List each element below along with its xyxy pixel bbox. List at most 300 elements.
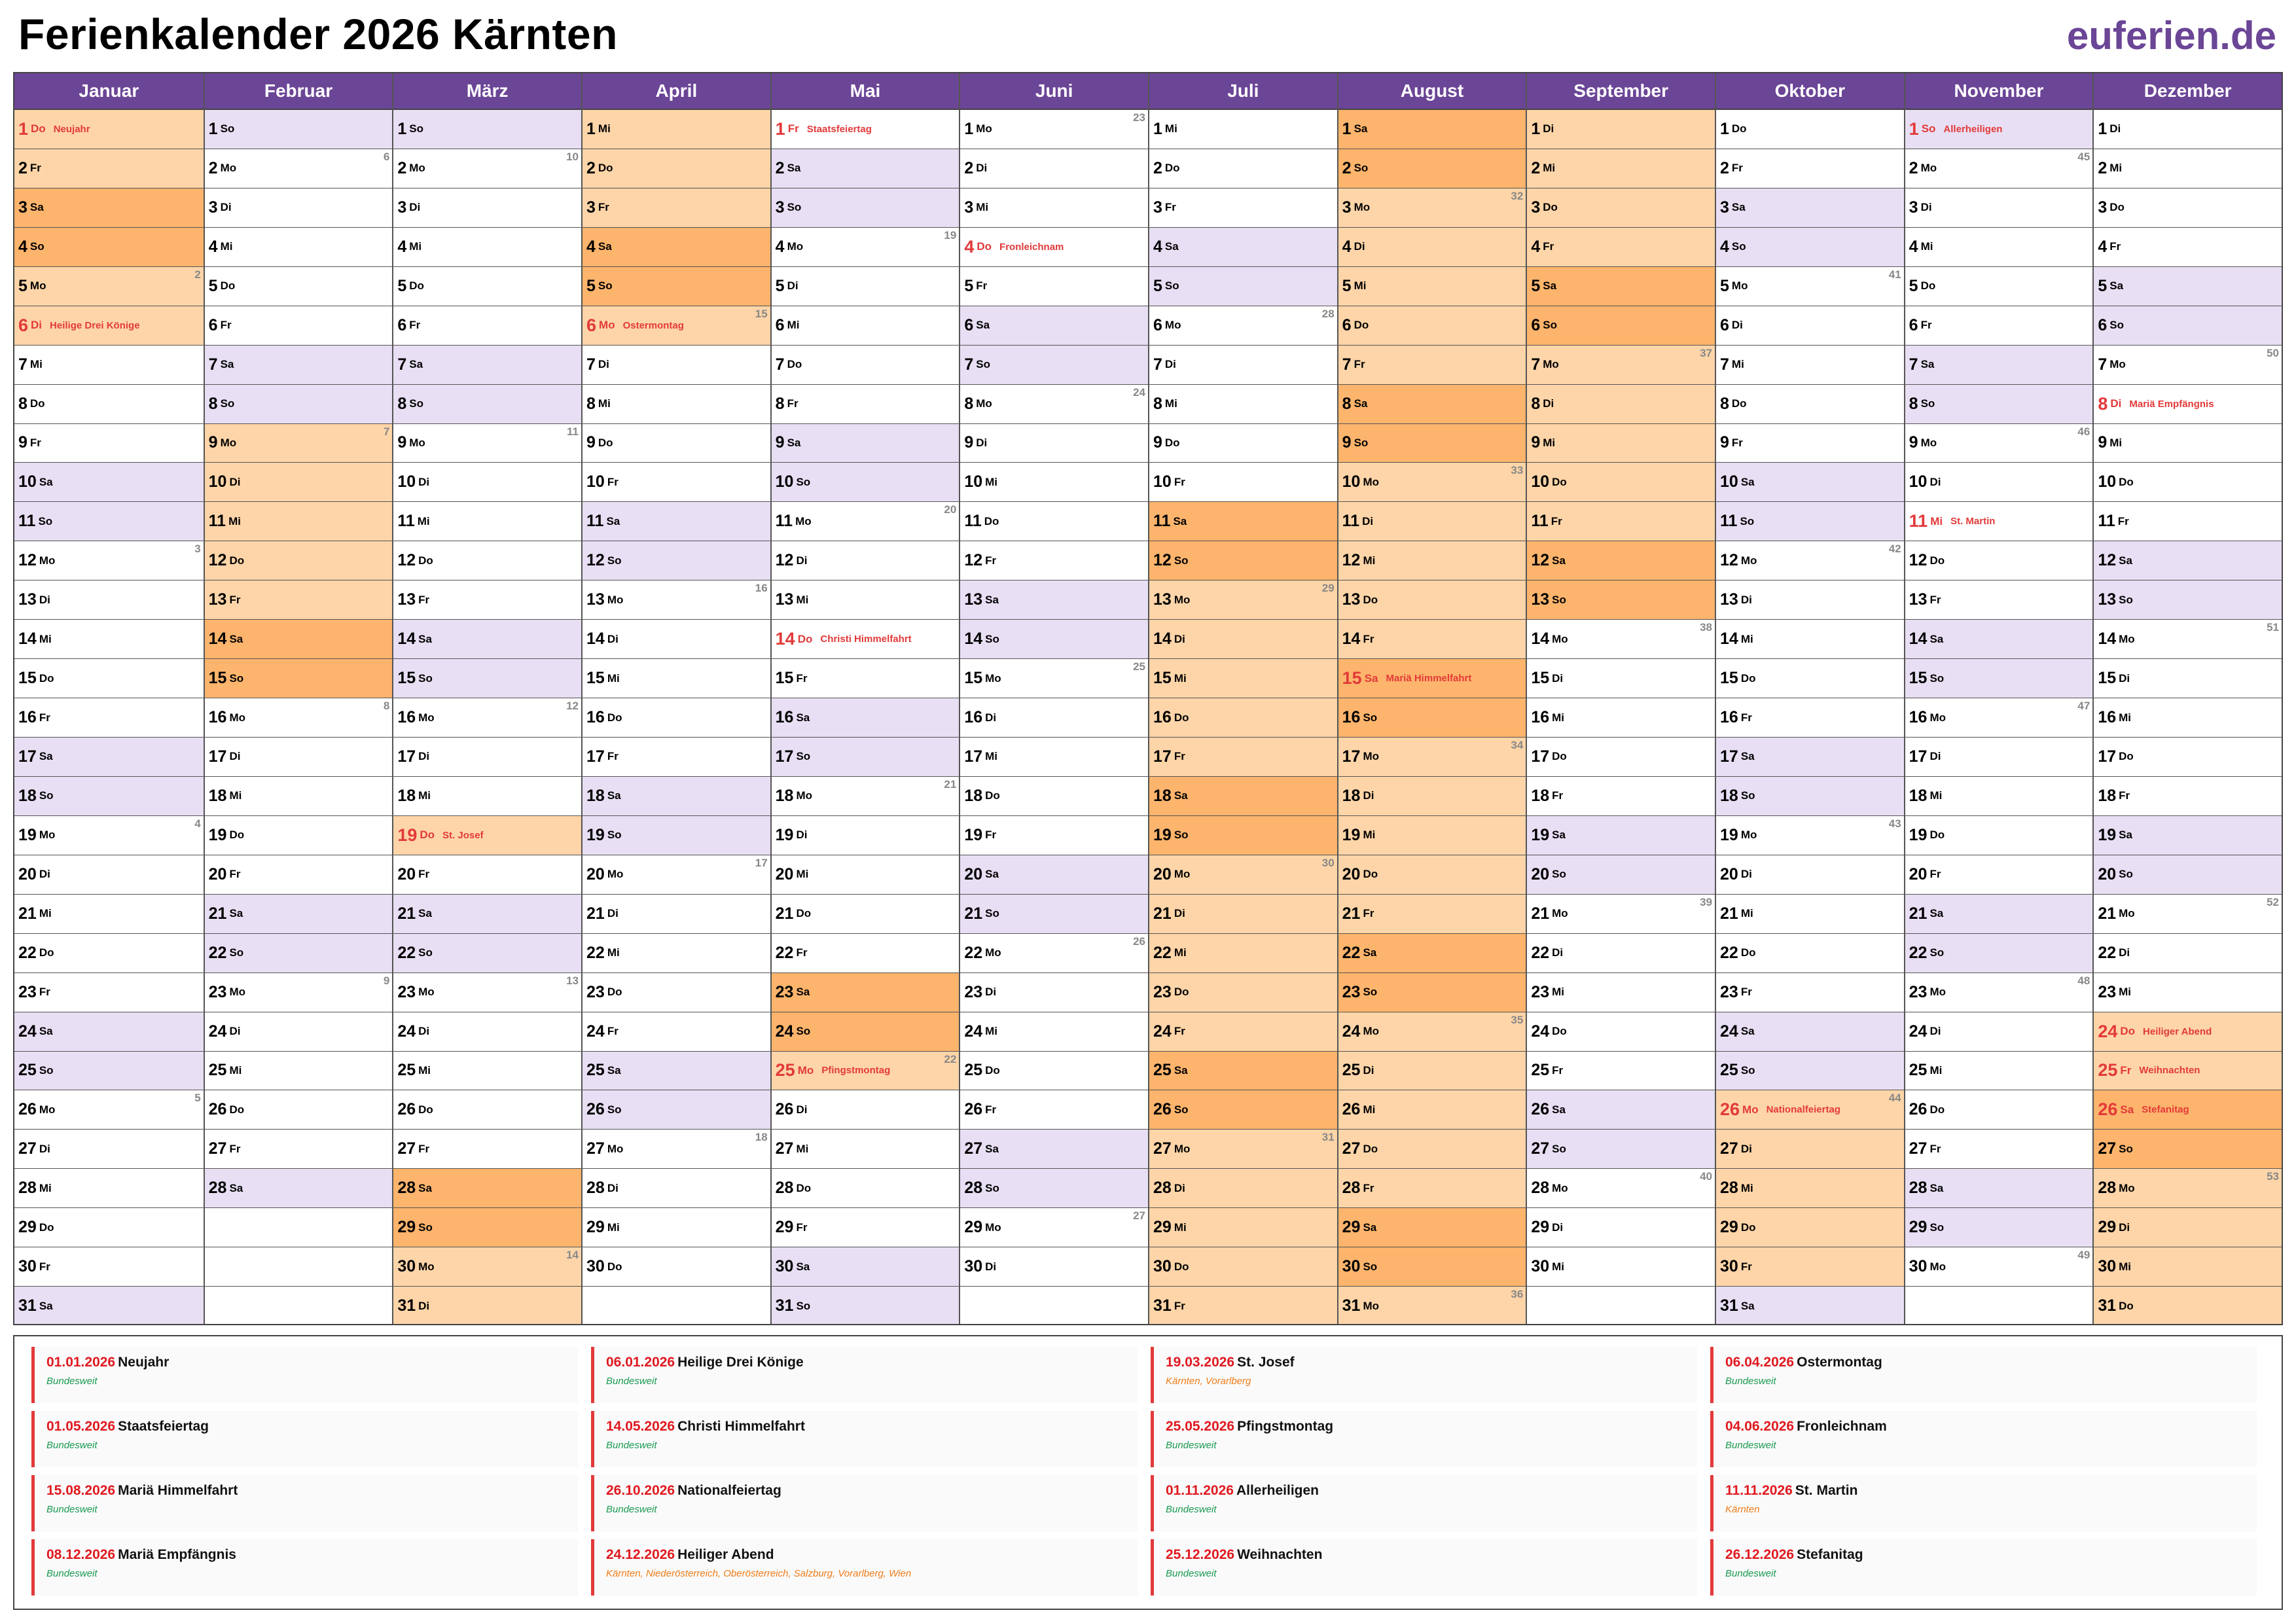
day-cell xyxy=(772,1052,960,1091)
day-cell xyxy=(205,463,393,502)
day-cell xyxy=(1149,541,1337,580)
day-number: 25 xyxy=(1531,1061,1550,1080)
day-cell xyxy=(14,1052,204,1091)
day-cell xyxy=(1338,110,1526,149)
day-cell xyxy=(393,659,581,698)
day-number: 10 xyxy=(964,473,983,491)
day-number: 10 xyxy=(1720,473,1738,491)
weekday-abbr: Di xyxy=(1740,593,1752,606)
weekday-abbr: Mo xyxy=(607,868,624,881)
weekday-abbr: So xyxy=(2109,319,2124,332)
weekday-abbr: So xyxy=(1363,711,1378,724)
day-number: 27 xyxy=(208,1139,227,1158)
month-header: Oktober xyxy=(1716,73,1904,110)
month-header: September xyxy=(1527,73,1715,110)
day-cell xyxy=(583,149,770,188)
weekday-abbr: Mi xyxy=(796,1142,809,1155)
day-cell xyxy=(1527,424,1715,463)
day-number: 16 xyxy=(1531,708,1550,727)
day-number: 18 xyxy=(1531,786,1550,805)
day-number: 29 xyxy=(964,1218,983,1237)
day-number: 16 xyxy=(1342,708,1361,727)
holiday-legend-title xyxy=(1166,1483,1697,1499)
holiday-title: Neujahr xyxy=(118,1355,170,1370)
day-number: 23 xyxy=(1720,982,1738,1001)
day-number: 12 xyxy=(1531,551,1550,570)
day-number: 12 xyxy=(775,551,794,570)
day-cell xyxy=(205,895,393,934)
day-cell xyxy=(1149,267,1337,306)
day-cell xyxy=(14,1247,204,1287)
weekday-abbr: So xyxy=(29,240,45,253)
day-cell xyxy=(1149,1012,1337,1052)
week-number: 47 xyxy=(2077,700,2090,713)
day-number: 2 xyxy=(1342,158,1352,177)
day-cell xyxy=(583,1012,770,1052)
day-cell xyxy=(1716,1052,1904,1091)
weekday-abbr: Fr xyxy=(607,475,619,488)
day-number: 31 xyxy=(775,1296,794,1315)
day-number: 1 xyxy=(1342,119,1352,138)
holiday-title: Weihnachten xyxy=(1237,1547,1323,1562)
weekday-abbr: So xyxy=(796,475,811,488)
weekday-abbr: Di xyxy=(985,1260,997,1273)
day-number: 25 xyxy=(1342,1061,1361,1080)
day-cell xyxy=(14,777,204,816)
day-number: 1 xyxy=(586,119,596,138)
weekday-abbr: Fr xyxy=(796,1221,808,1234)
day-cell xyxy=(1149,1052,1337,1091)
weekday-abbr: Mi xyxy=(229,789,242,802)
day-cell xyxy=(1149,424,1337,463)
day-cell xyxy=(772,385,960,424)
day-number: 18 xyxy=(208,786,227,805)
day-cell xyxy=(1716,1208,1904,1247)
day-number: 20 xyxy=(964,865,983,883)
weekday-abbr: Di xyxy=(1543,397,1554,410)
day-cell xyxy=(2094,1052,2282,1091)
day-number: 11 xyxy=(1909,511,1928,531)
day-cell xyxy=(1716,1287,1904,1325)
weekday-abbr: Mo xyxy=(39,829,56,842)
day-cell xyxy=(14,424,204,463)
weekday-abbr: Do xyxy=(418,1103,433,1116)
day-number: 11 xyxy=(586,512,604,531)
empty-day-cell xyxy=(960,1287,1148,1325)
day-number: 9 xyxy=(1720,433,1729,452)
empty-day-cell xyxy=(205,1208,393,1247)
weekday-abbr: Mo xyxy=(1740,554,1757,567)
day-number: 1 xyxy=(964,119,974,138)
weekday-abbr: Fr xyxy=(1354,358,1365,371)
day-cell xyxy=(1527,1090,1715,1130)
holiday-name: Christi Himmelfahrt xyxy=(820,633,912,645)
weekday-abbr: Fr xyxy=(607,750,619,763)
day-number: 6 xyxy=(964,315,974,334)
day-number: 17 xyxy=(1720,747,1738,766)
weekday-abbr: So xyxy=(229,671,244,685)
weekday-abbr: Mo xyxy=(2109,358,2126,371)
day-cell xyxy=(583,110,770,149)
weekday-abbr: Do xyxy=(607,711,622,724)
holiday-region: Bundesweit xyxy=(1725,1568,1776,1579)
day-number: 6 xyxy=(1342,315,1352,334)
holiday-legend-title xyxy=(1725,1419,2257,1435)
day-number: 20 xyxy=(1153,865,1172,883)
day-number: 28 xyxy=(1342,1179,1361,1198)
day-number: 31 xyxy=(397,1296,416,1315)
holiday-date: 25.05.2026 xyxy=(1166,1419,1235,1434)
day-cell xyxy=(1149,620,1337,659)
day-number: 3 xyxy=(775,198,785,217)
weekday-abbr: Di xyxy=(2119,671,2130,685)
day-cell xyxy=(393,267,581,306)
weekday-abbr: Fr xyxy=(29,162,41,175)
day-cell xyxy=(1716,346,1904,385)
day-number: 29 xyxy=(1720,1218,1738,1237)
weekday-abbr: So xyxy=(796,1025,811,1038)
day-cell xyxy=(2094,973,2282,1012)
month-column xyxy=(1148,73,1337,1324)
week-number: 50 xyxy=(2267,346,2279,359)
weekday-abbr: Sa xyxy=(796,711,810,724)
weekday-abbr: Mo xyxy=(409,436,425,449)
holiday-region: Kärnten, Niederösterreich, Oberösterreich, Salzburg, Vorarlberg, Wien xyxy=(606,1568,912,1579)
weekday-abbr: Di xyxy=(1552,1221,1564,1234)
day-number: 23 xyxy=(775,982,794,1001)
weekday-abbr: Mi xyxy=(2109,436,2123,449)
weekday-abbr: So xyxy=(1363,986,1378,999)
weekday-abbr: Sa xyxy=(1552,829,1566,842)
weekday-abbr: Fr xyxy=(1740,711,1752,724)
day-number: 21 xyxy=(208,904,227,923)
weekday-abbr: Fr xyxy=(1164,201,1176,214)
day-cell xyxy=(205,385,393,424)
weekday-abbr: Fr xyxy=(1920,319,1932,332)
holiday-name: Allerheiligen xyxy=(1943,123,2003,135)
day-number: 5 xyxy=(964,276,974,295)
day-cell xyxy=(1905,816,2093,855)
day-cell xyxy=(205,816,393,855)
day-cell xyxy=(2094,816,2282,855)
weekday-abbr: Sa xyxy=(598,240,612,253)
day-number: 25 xyxy=(586,1061,605,1080)
day-number: 21 xyxy=(1342,904,1361,923)
day-number: 23 xyxy=(1342,982,1361,1001)
week-number: 36 xyxy=(1511,1288,1524,1301)
weekday-abbr: Fr xyxy=(409,319,421,332)
year-calendar-grid xyxy=(13,72,2283,1325)
weekday-abbr: Di xyxy=(229,1025,241,1038)
day-cell xyxy=(772,698,960,738)
day-cell xyxy=(1716,188,1904,228)
weekday-abbr: Di xyxy=(607,632,619,645)
weekday-abbr: Di xyxy=(598,358,609,371)
day-number: 8 xyxy=(208,394,218,413)
day-number: 8 xyxy=(1909,394,1918,413)
day-number: 21 xyxy=(775,904,794,923)
day-number: 22 xyxy=(208,943,227,962)
weekday-abbr: Do xyxy=(1174,986,1189,999)
week-number: 30 xyxy=(1321,856,1335,869)
weekday-abbr: Mo xyxy=(409,162,425,175)
day-number: 27 xyxy=(18,1139,37,1158)
weekday-abbr: Fr xyxy=(976,279,988,293)
day-number: 9 xyxy=(1153,433,1162,452)
day-cell xyxy=(1905,463,2093,502)
day-cell xyxy=(1527,816,1715,855)
weekday-abbr: Mo xyxy=(1552,1181,1568,1194)
week-number: 8 xyxy=(383,700,390,713)
holiday-name: Staatsfeiertag xyxy=(806,123,872,135)
day-cell xyxy=(1905,541,2093,580)
day-cell xyxy=(772,188,960,228)
day-number: 28 xyxy=(208,1179,227,1198)
day-cell xyxy=(960,188,1148,228)
day-number: 12 xyxy=(586,551,605,570)
day-cell xyxy=(1149,463,1337,502)
weekday-abbr: Sa xyxy=(985,1142,999,1155)
day-cell xyxy=(960,973,1148,1012)
day-cell xyxy=(1527,228,1715,267)
day-number: 12 xyxy=(397,551,416,570)
week-number: 42 xyxy=(1888,543,1901,556)
week-number: 53 xyxy=(2267,1170,2279,1183)
day-number: 2 xyxy=(397,158,407,177)
day-number: 8 xyxy=(397,394,407,413)
day-cell xyxy=(393,502,581,541)
weekday-abbr: Mo xyxy=(1363,475,1380,488)
day-number: 17 xyxy=(18,747,37,766)
day-cell xyxy=(1905,659,2093,698)
day-cell xyxy=(1905,1208,2093,1247)
weekday-abbr: Mi xyxy=(29,358,43,371)
weekday-abbr: So xyxy=(2119,593,2133,606)
weekday-abbr: Sa xyxy=(1920,358,1935,371)
day-number: 13 xyxy=(2098,590,2117,609)
day-cell xyxy=(1338,816,1526,855)
day-number: 23 xyxy=(208,982,227,1001)
weekday-abbr: Mi xyxy=(1174,946,1187,959)
holiday-legend-item xyxy=(1151,1347,1697,1403)
day-number: 29 xyxy=(1531,1218,1550,1237)
day-cell xyxy=(960,424,1148,463)
holiday-title: Staatsfeiertag xyxy=(118,1419,209,1434)
day-cell xyxy=(1527,895,1715,934)
day-number: 4 xyxy=(397,237,407,256)
weekday-abbr: Mo xyxy=(1552,907,1568,920)
weekday-abbr: So xyxy=(598,279,613,293)
weekday-abbr: So xyxy=(1174,554,1189,567)
holiday-date: 01.05.2026 xyxy=(46,1419,116,1434)
weekday-abbr: So xyxy=(1363,1260,1378,1273)
day-cell xyxy=(1149,777,1337,816)
week-number: 2 xyxy=(194,268,201,281)
holiday-legend-title xyxy=(1166,1419,1697,1435)
holiday-legend-item xyxy=(1151,1411,1697,1467)
weekday-abbr: Sa xyxy=(1740,750,1755,763)
month-header: August xyxy=(1338,73,1526,110)
day-cell xyxy=(1338,1090,1526,1130)
day-cell xyxy=(1716,934,1904,973)
day-number: 8 xyxy=(2098,393,2108,414)
day-cell xyxy=(2094,228,2282,267)
weekday-abbr: Fr xyxy=(229,593,241,606)
day-number: 26 xyxy=(1720,1099,1740,1120)
day-number: 12 xyxy=(208,551,227,570)
day-cell xyxy=(2094,188,2282,228)
day-cell xyxy=(960,1090,1148,1130)
holiday-region: Bundesweit xyxy=(1166,1440,1217,1451)
weekday-abbr: Do xyxy=(229,829,245,842)
week-number: 37 xyxy=(1700,346,1712,359)
holiday-name: Ostermontag xyxy=(622,319,684,331)
day-number: 5 xyxy=(1720,276,1729,295)
holiday-region: Bundesweit xyxy=(46,1440,98,1451)
weekday-abbr: Fr xyxy=(607,1025,619,1038)
day-cell xyxy=(772,502,960,541)
day-cell xyxy=(583,934,770,973)
holiday-region: Kärnten xyxy=(1725,1504,1760,1515)
weekday-abbr: Di xyxy=(418,1299,430,1312)
week-number: 4 xyxy=(194,817,201,830)
day-cell xyxy=(960,110,1148,149)
day-cell xyxy=(960,1169,1148,1208)
holiday-date: 08.12.2026 xyxy=(46,1547,116,1562)
day-number: 23 xyxy=(2098,982,2117,1001)
weekday-abbr: Fr xyxy=(1174,1299,1185,1312)
weekday-abbr: Do xyxy=(1920,279,1936,293)
weekday-abbr: Do xyxy=(1354,319,1369,332)
day-number: 11 xyxy=(208,512,226,531)
weekday-abbr: Di xyxy=(607,907,619,920)
weekday-abbr: Di xyxy=(39,593,50,606)
day-cell xyxy=(1527,973,1715,1012)
weekday-abbr: Fr xyxy=(985,554,997,567)
day-number: 2 xyxy=(208,158,218,177)
weekday-abbr: Mo xyxy=(599,319,615,332)
day-cell xyxy=(772,580,960,620)
day-number: 14 xyxy=(1342,630,1361,649)
weekday-abbr: Mo xyxy=(1920,436,1937,449)
day-cell xyxy=(960,1247,1148,1287)
day-number: 25 xyxy=(18,1061,37,1080)
weekday-abbr: Sa xyxy=(796,1260,810,1273)
day-cell xyxy=(1338,895,1526,934)
week-number: 46 xyxy=(2077,425,2090,438)
day-number: 2 xyxy=(1720,158,1729,177)
weekday-abbr: Do xyxy=(1731,122,1747,135)
day-cell xyxy=(1716,1090,1904,1130)
day-number: 26 xyxy=(397,1100,416,1119)
weekday-abbr: Mo xyxy=(1174,593,1191,606)
day-number: 26 xyxy=(2098,1099,2118,1120)
day-cell xyxy=(583,895,770,934)
weekday-abbr: Di xyxy=(1552,671,1564,685)
day-cell xyxy=(960,306,1148,346)
day-cell xyxy=(960,698,1148,738)
day-number: 18 xyxy=(1720,786,1738,805)
day-cell xyxy=(1338,346,1526,385)
day-number: 7 xyxy=(586,355,596,374)
day-number: 19 xyxy=(1531,825,1550,844)
day-cell xyxy=(14,895,204,934)
day-number: 23 xyxy=(586,982,605,1001)
weekday-abbr: Sa xyxy=(29,201,44,214)
weekday-abbr: Do xyxy=(787,358,802,371)
day-cell xyxy=(1905,973,2093,1012)
weekday-abbr: So xyxy=(796,750,811,763)
holiday-legend-title xyxy=(46,1547,578,1563)
day-cell xyxy=(960,934,1148,973)
weekday-abbr: Mo xyxy=(2119,907,2135,920)
holiday-region: Bundesweit xyxy=(606,1504,657,1515)
day-number: 25 xyxy=(1720,1061,1738,1080)
weekday-abbr: Di xyxy=(976,162,988,175)
weekday-abbr: Fr xyxy=(1363,907,1374,920)
day-cell xyxy=(205,228,393,267)
day-cell xyxy=(1338,1208,1526,1247)
day-number: 14 xyxy=(964,630,983,649)
brand-logo[interactable]: euferien.de xyxy=(2066,14,2276,58)
weekday-abbr: So xyxy=(1164,279,1179,293)
week-number: 26 xyxy=(1133,935,1145,948)
day-cell xyxy=(393,149,581,188)
weekday-abbr: Fr xyxy=(229,1142,241,1155)
day-cell xyxy=(2094,1012,2282,1052)
day-number: 30 xyxy=(964,1257,983,1276)
weekday-abbr: Mi xyxy=(1174,1221,1187,1234)
day-number: 7 xyxy=(1720,355,1729,374)
day-cell xyxy=(205,934,393,973)
day-cell xyxy=(583,1130,770,1169)
weekday-abbr: Sa xyxy=(796,986,810,999)
day-cell xyxy=(772,816,960,855)
weekday-abbr: So xyxy=(418,946,433,959)
day-cell xyxy=(583,502,770,541)
day-cell xyxy=(1527,1052,1715,1091)
weekday-abbr: Fr xyxy=(229,868,241,881)
day-cell xyxy=(1149,149,1337,188)
week-number: 5 xyxy=(194,1092,201,1105)
day-number: 28 xyxy=(397,1179,416,1198)
week-number: 41 xyxy=(1888,268,1901,281)
weekday-abbr: Do xyxy=(39,1221,54,1234)
holiday-region: Bundesweit xyxy=(606,1376,657,1387)
weekday-abbr: Mi xyxy=(1363,554,1376,567)
day-number: 12 xyxy=(1342,551,1361,570)
day-number: 31 xyxy=(1342,1296,1361,1315)
weekday-abbr: Mo xyxy=(1929,711,1946,724)
day-cell xyxy=(393,1090,581,1130)
day-number: 30 xyxy=(397,1257,416,1276)
weekday-abbr: Do xyxy=(2109,201,2125,214)
holiday-name: Nationalfeiertag xyxy=(1766,1104,1840,1116)
day-cell xyxy=(14,149,204,188)
weekday-abbr: Mi xyxy=(796,868,809,881)
holiday-name: Weihnachten xyxy=(2139,1065,2200,1077)
week-number: 16 xyxy=(755,582,768,595)
weekday-abbr: So xyxy=(39,789,54,802)
week-number: 32 xyxy=(1511,189,1524,202)
holiday-region: Bundesweit xyxy=(46,1376,98,1387)
holiday-region: Bundesweit xyxy=(46,1504,98,1515)
day-number: 30 xyxy=(775,1257,794,1276)
day-cell xyxy=(772,424,960,463)
day-cell xyxy=(1338,620,1526,659)
day-number: 18 xyxy=(1342,786,1361,805)
empty-day-cell xyxy=(205,1247,393,1287)
